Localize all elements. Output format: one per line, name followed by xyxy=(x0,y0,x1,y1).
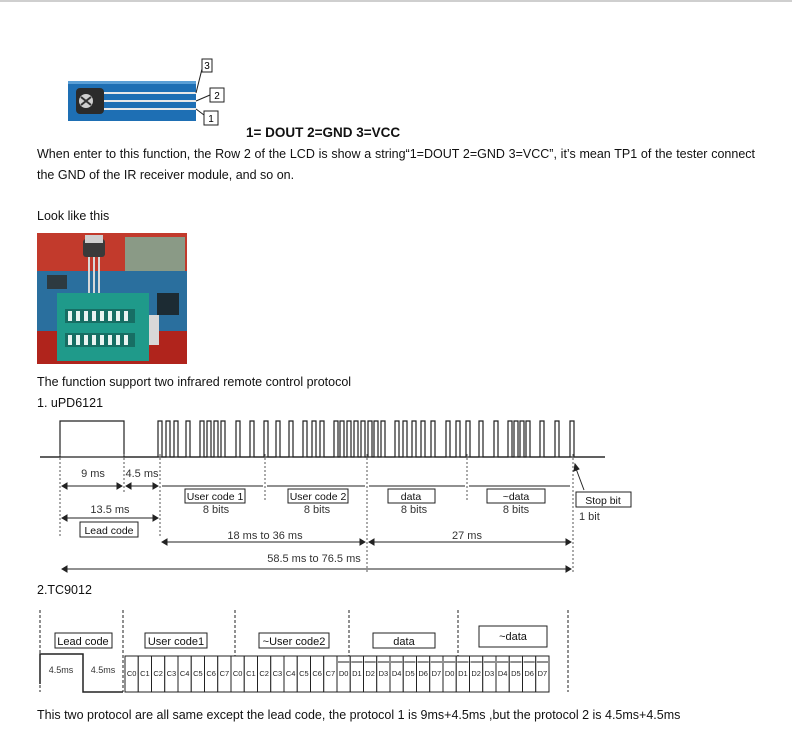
p2-label-4-5ms-high: 4.5ms xyxy=(48,665,74,675)
stop-bit-box: Stop bit xyxy=(585,495,621,507)
upd6121-timing-diagram xyxy=(0,414,792,580)
bit-label: C7 xyxy=(219,669,230,678)
bit-label: C0 xyxy=(126,669,137,678)
bit-label: C4 xyxy=(285,669,296,678)
label-13-5ms: 13.5 ms xyxy=(90,504,130,516)
label-9ms: 9 ms xyxy=(81,468,105,480)
bit-label: D1 xyxy=(458,669,468,678)
bit-label: C2 xyxy=(153,669,163,678)
bit-cells xyxy=(125,656,549,692)
pin-callout-2: 2 xyxy=(214,91,220,102)
label-1-bit: 1 bit xyxy=(579,511,600,523)
bit-label: C3 xyxy=(272,669,283,678)
bit-label: D7 xyxy=(431,669,442,678)
bit-label: D5 xyxy=(405,669,415,678)
bit-label: D6 xyxy=(524,669,534,678)
bit-label: D0 xyxy=(444,669,455,678)
user-code-2-box: User code 2 xyxy=(289,491,347,503)
bit-label: D2 xyxy=(471,669,481,678)
bit-label: D3 xyxy=(378,669,389,678)
bit-label: D2 xyxy=(365,669,375,678)
ir-receiver-pinout-figure xyxy=(60,55,230,130)
not-data-box: ~data xyxy=(502,491,530,503)
bits-not-data: 8 bits xyxy=(502,504,530,516)
upd6121-waveform xyxy=(40,421,605,457)
tester-photo xyxy=(37,233,187,364)
pin-callout-3: 3 xyxy=(204,61,210,72)
label-27ms: 27 ms xyxy=(452,530,482,542)
bits-user-code-1: 8 bits xyxy=(202,504,230,516)
bit-label: D5 xyxy=(511,669,521,678)
bit-label: C6 xyxy=(312,669,322,678)
p2-data-box: data xyxy=(393,636,415,648)
bit-label: C6 xyxy=(206,669,216,678)
footer-text: This two protocol are all same except the lead code, the protocol 1 is 9ms+4.5ms ,but the protocol 2 is 4.5ms+4.5ms xyxy=(37,708,681,722)
bit-label: C7 xyxy=(325,669,336,678)
bit-label: C0 xyxy=(232,669,243,678)
p2-not-data-box: ~data xyxy=(499,631,527,643)
bit-label: C4 xyxy=(179,669,190,678)
p2-label-4-5ms-low: 4.5ms xyxy=(90,665,116,675)
bit-label: D4 xyxy=(391,669,402,678)
p2-lead-code-box: Lead code xyxy=(57,636,109,648)
p2-user-code1-box: User code1 xyxy=(147,636,205,648)
bit-label: D0 xyxy=(338,669,349,678)
bit-label: D6 xyxy=(418,669,428,678)
bit-label: C1 xyxy=(246,669,256,678)
bits-data: 8 bits xyxy=(400,504,428,516)
support-text: The function support two infrared remote control protocol xyxy=(37,375,352,389)
bit-label: D1 xyxy=(352,669,362,678)
label-18-36ms: 18 ms to 36 ms xyxy=(227,530,303,542)
data-box: data xyxy=(400,491,422,503)
pin-callout-1: 1 xyxy=(208,114,214,125)
bit-label: C2 xyxy=(259,669,269,678)
label-58-5-76-5ms: 58.5 ms to 76.5 ms xyxy=(267,553,361,565)
intro-paragraph: When enter to this function, the Row 2 of the LCD is show a string“1=DOUT 2=GND 3=VCC”, it’s mean TP1 of the tester connect the GND of the IR receiver module, and so on. xyxy=(37,147,755,182)
bit-label: C1 xyxy=(140,669,150,678)
p2-user-code2-box: ~User code2 xyxy=(262,636,326,648)
protocol2-title: 2.TC9012 xyxy=(37,583,92,597)
bits-user-code-2: 8 bits xyxy=(303,504,331,516)
bit-label: C3 xyxy=(166,669,177,678)
bit-label: D3 xyxy=(484,669,495,678)
bit-label: D7 xyxy=(537,669,548,678)
look-like-label: Look like this xyxy=(37,209,110,223)
label-4-5ms: 4.5 ms xyxy=(125,468,159,480)
zif-socket xyxy=(57,293,149,361)
lead-code-box: Lead code xyxy=(84,525,134,537)
user-code-1-box: User code 1 xyxy=(186,491,244,503)
top-rule xyxy=(0,0,792,2)
pin-heading: 1= DOUT 2=GND 3=VCC xyxy=(246,125,401,140)
bit-label: D4 xyxy=(497,669,508,678)
protocol1-title: 1. uPD6121 xyxy=(37,396,104,410)
bit-label: C5 xyxy=(299,669,309,678)
bit-label: C5 xyxy=(193,669,203,678)
tc9012-timing-diagram xyxy=(0,606,792,698)
